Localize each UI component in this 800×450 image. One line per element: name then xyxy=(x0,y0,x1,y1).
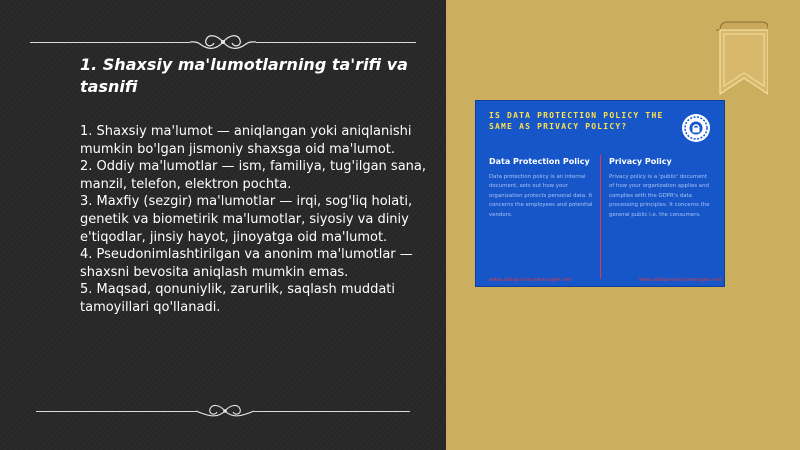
column-divider xyxy=(600,155,601,279)
list-item: 1. Shaxsiy ma'lumot — aniqlangan yoki aniqlanishi mumkin bo'lgan jismoniy shaxsga oid ma'lumot. xyxy=(80,124,412,157)
card-footer-right: www.dataprivacymanager.net xyxy=(639,277,722,283)
bottom-ornament-line-left xyxy=(36,411,196,412)
list-item: 2. Oddiy ma'lumotlar — ism, familiya, tug'ilgan sana, manzil, telefon, elektron pochta. xyxy=(80,159,426,192)
ornament-divider-icon xyxy=(190,32,256,52)
list-item: 5. Maqsad, qonuniylik, zarurlik, saqlash muddati tamoyillari qo'llanadi. xyxy=(80,282,396,315)
list-item: 3. Maxfiy (sezgir) ma'lumotlar — irqi, sog'liq holati, genetik va biometirik ma'lumotlar, siyosiy va diniy e'tiqodlar, jinsiy hayot, jinoyatga oid ma'lumot. xyxy=(80,194,413,245)
definition-list xyxy=(80,123,430,317)
ornament-divider-icon xyxy=(196,401,254,421)
data-protection-text: Data protection policy is an internal document, sets out how your organization protects personal data. It concerns the employees and potential vendors. xyxy=(489,174,593,218)
top-ornament-line-right xyxy=(256,42,416,43)
list-item: 4. Pseudonimlashtirilgan va anonim ma'lumotlar — shaxsni bevosita aniqlash mumkin emas. xyxy=(80,247,413,280)
card-footer-left: www.dataprivacymanager.net xyxy=(489,277,572,283)
top-ornament-line-left xyxy=(30,42,190,43)
slide-title: 1. Shaxsiy ma'lumotlarning ta'rifi va tasnifi xyxy=(80,55,408,96)
bookmark-ribbon-icon xyxy=(716,20,768,100)
data-protection-heading: Data Protection Policy xyxy=(489,157,590,166)
privacy-badge-icon xyxy=(681,113,711,143)
policy-comparison-image xyxy=(475,100,725,287)
privacy-policy-text: Privacy policy is a 'public' document of how your organization applies and complies with the GDPR's data processing principles. It concerns the general public i.e. the consumers. xyxy=(609,174,710,218)
card-title: IS DATA PROTECTION POLICY THE SAME AS PRIVACY POLICY? xyxy=(489,111,664,131)
privacy-policy-heading: Privacy Policy xyxy=(609,157,672,166)
bottom-ornament-line-right xyxy=(254,411,410,412)
